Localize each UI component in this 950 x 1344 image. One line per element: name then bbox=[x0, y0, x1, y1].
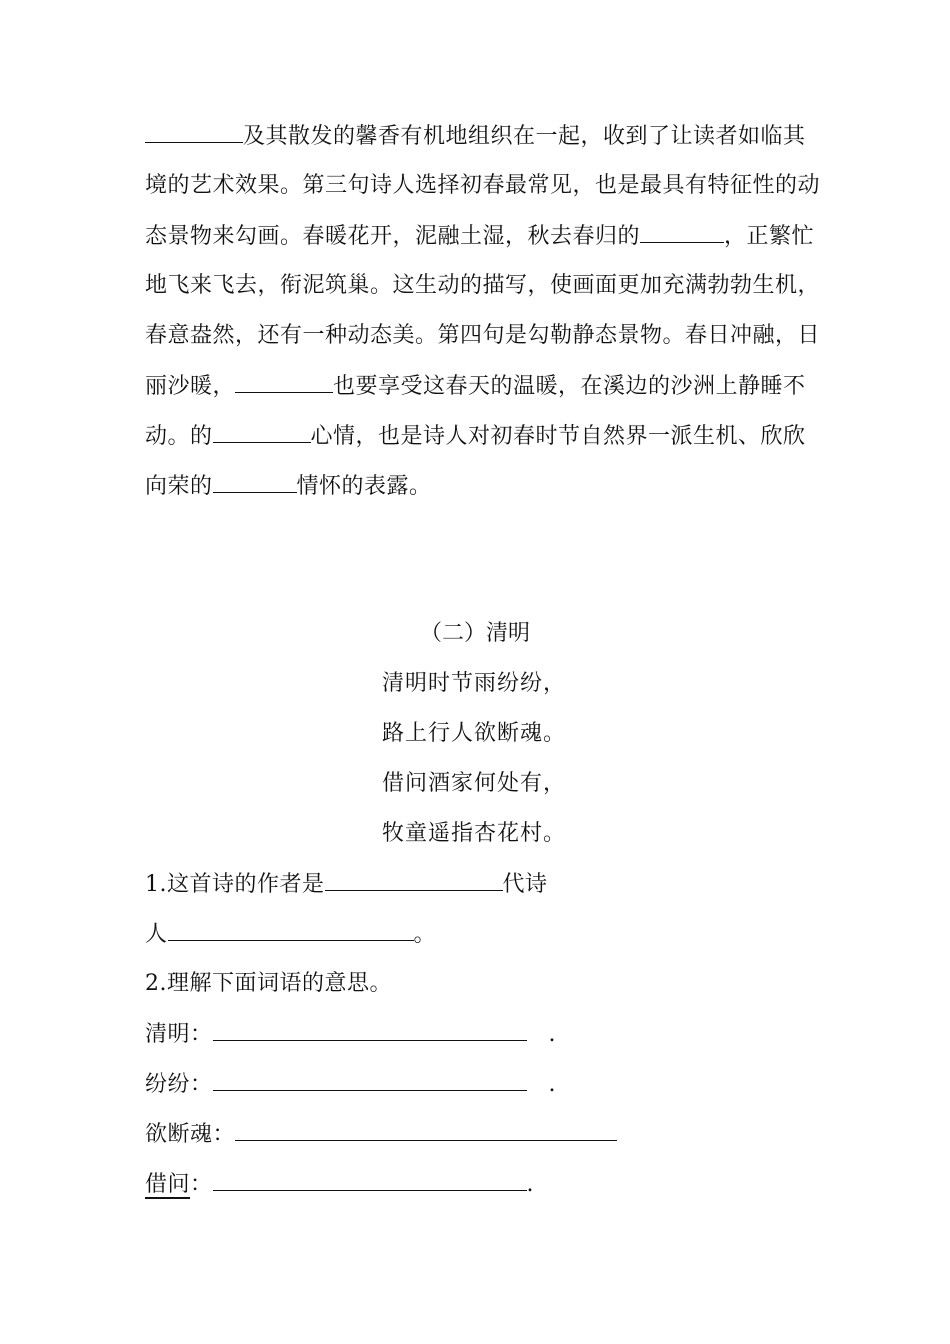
term-label: 清明： bbox=[145, 1022, 213, 1047]
passage-text: 动。的 bbox=[145, 424, 213, 449]
question-text: 人 bbox=[145, 922, 168, 947]
passage-text: 态景物来勾画。春暖花开，泥融土湿，秋去春归的 bbox=[145, 224, 641, 249]
term-row-qingming bbox=[145, 1014, 556, 1054]
poem-line: 清明时节雨纷纷， bbox=[382, 671, 567, 696]
passage-line-5: 春意盎然，还有一种动态美。第四句是勾勒静态景物。春日冲融，日 bbox=[145, 323, 821, 348]
answer-blank-dynasty[interactable] bbox=[325, 864, 503, 891]
answer-blank-poet[interactable] bbox=[168, 914, 414, 941]
term-label: 借问 bbox=[145, 1172, 191, 1197]
fill-blank[interactable] bbox=[235, 366, 333, 393]
passage-text: 及其散发的馨香有机地组织在一起，收到了让读者如临其 bbox=[243, 124, 806, 149]
passage-text: 向荣的 bbox=[145, 474, 213, 499]
question-1-line-2 bbox=[145, 914, 436, 954]
passage-line-6 bbox=[145, 366, 806, 406]
answer-blank-term[interactable] bbox=[213, 1014, 527, 1041]
answer-blank-term[interactable] bbox=[235, 1114, 617, 1141]
passage-text: ，正繁忙 bbox=[724, 224, 815, 249]
term-end: . bbox=[548, 1072, 557, 1097]
passage-line-2: 境的艺术效果。第三句诗人选择初春最常见，也是最具有特征性的动 bbox=[145, 173, 821, 198]
passage-text: 也要享受这春天的温暖，在溪边的沙洲上静睡不 bbox=[333, 374, 806, 399]
passage-text: 情怀的表露。 bbox=[296, 474, 432, 499]
term-label: 欲断魂： bbox=[145, 1122, 236, 1147]
answer-blank-term[interactable] bbox=[213, 1164, 527, 1191]
fill-blank[interactable] bbox=[213, 466, 297, 493]
fill-blank[interactable] bbox=[145, 116, 243, 143]
poem-line: 路上行人欲断魂。 bbox=[382, 721, 567, 746]
passage-text: 心情，也是诗人对初春时节自然界一派生机、欣欣 bbox=[310, 424, 806, 449]
poem-line: 借问酒家何处有， bbox=[382, 771, 567, 796]
passage-text: 丽沙暖， bbox=[145, 374, 236, 399]
term-label: 纷纷： bbox=[145, 1072, 213, 1097]
section-title: （二）清明 bbox=[419, 621, 530, 646]
term-end: . bbox=[548, 1022, 557, 1047]
passage-line-3 bbox=[145, 216, 814, 256]
term-end: . bbox=[526, 1172, 535, 1197]
fill-blank[interactable] bbox=[213, 416, 311, 443]
fill-blank[interactable] bbox=[640, 216, 724, 243]
question-2: 2.理解下面词语的意思。 bbox=[145, 971, 392, 996]
question-text: 。 bbox=[413, 922, 437, 947]
passage-line-8 bbox=[145, 466, 432, 506]
answer-blank-term[interactable] bbox=[213, 1064, 527, 1091]
passage-line-1 bbox=[145, 116, 806, 156]
term-row-fenfen bbox=[145, 1064, 556, 1104]
poem-line: 牧童遥指杏花村。 bbox=[382, 821, 567, 846]
term-row-yuduanhun bbox=[145, 1114, 617, 1154]
passage-line-7 bbox=[145, 416, 806, 456]
question-1 bbox=[145, 864, 548, 904]
question-text: 1.这首诗的作者是 bbox=[145, 872, 325, 897]
question-text: 代诗 bbox=[502, 872, 548, 897]
passage-line-4: 地飞来飞去，衔泥筑巢。这生动的描写，使画面更加充满勃勃生机， bbox=[145, 273, 821, 298]
term-colon: ： bbox=[190, 1172, 213, 1197]
term-row-jiewen bbox=[145, 1164, 534, 1204]
